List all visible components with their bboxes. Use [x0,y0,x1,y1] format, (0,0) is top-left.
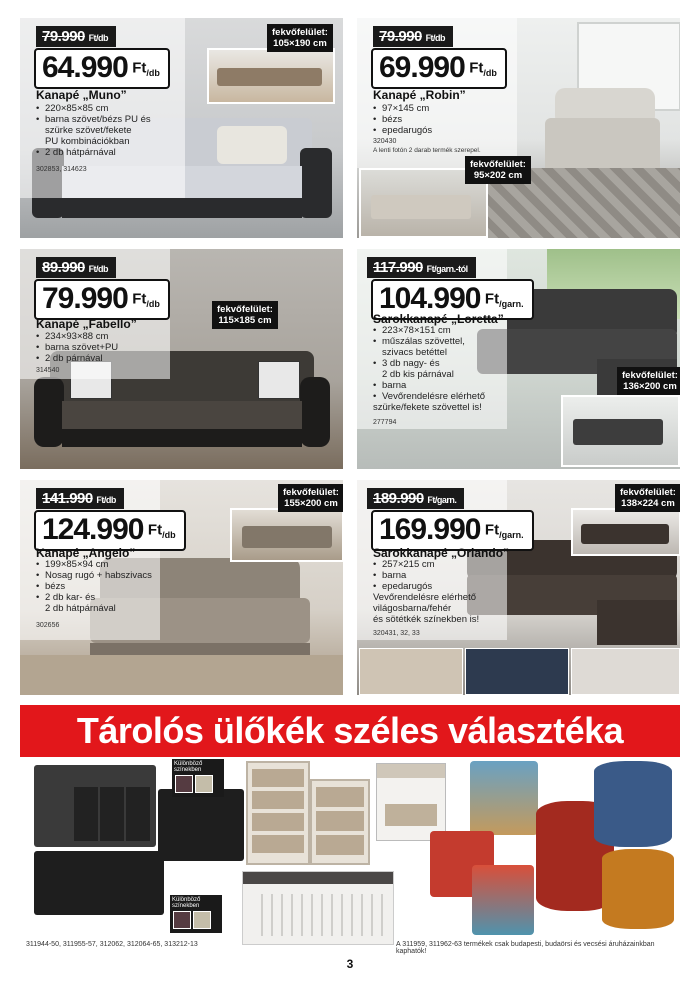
bed-size-tag: fekvőfelület: 95×202 cm [465,156,531,184]
storage-box-drawers [34,765,156,847]
feature-list: • 234×93×88 cm • barna szövet+PU • 2 db párnával [36,331,118,364]
product-codes: 302853, 314623 [36,166,87,173]
product-panel-robin [357,18,680,238]
white-storage-stool [376,763,446,841]
color-swatch [195,775,213,793]
vintage-tin-w6hqf [602,849,674,929]
bottom-product-codes: 311944-50, 311955-57, 312062, 312064-65, 313212-13 [26,941,198,948]
storage-stool-banner: Tárolós ülőkék széles választéka [20,705,680,757]
inset-bed-image [561,395,680,467]
old-price: 189.990 Ft/garn. [367,488,464,509]
photo-note: A lenti fotón 2 darab termék szerepel. [373,147,481,154]
product-title: Kanapé „Fabello” [36,317,137,331]
feature-list: • 223×78×151 cm • műszálas szövettel, szivacs betéttel • 3 db nagy- és 2 db kis párnával • barna • Vevőrendelésre elérhető szürke/fekete szövettel is! [373,325,485,413]
inset-bed-image [207,48,335,104]
color-variant-images [357,648,680,695]
page-number: 3 [346,957,354,971]
white-storage-bench [242,871,394,945]
product-panel-fabello [20,249,343,469]
product-panel-angelo [20,480,343,695]
product-codes: 277794 [373,419,397,426]
bed-size-tag: fekvőfelület: 138×224 cm [615,484,680,512]
bed-size-tag: fekvőfelület: 136×200 cm [617,367,680,395]
color-swatch [193,911,211,929]
bottom-store-note: A 311959, 311962-63 termékek csak budapesti, budaörsi és vecsési áruházainkban kaphatók! [396,941,655,955]
price-box: 104.990 $Ft_{/garn.}$ [371,279,534,320]
old-price: 117.990 Ft/garn.-tól [367,257,476,278]
price-box: 64.990 $Ft_{/db}$ [34,48,170,89]
floor-rug [20,655,343,695]
product-title: Kanapé „Robin” [373,88,466,102]
product-title: Sarokkanapé „Orlando” [373,546,510,560]
bed-size-tag: fekvőfelület: 155×200 cm [278,484,343,512]
product-codes: 320430 [373,138,397,145]
old-price: 79.990 Ft/db [373,26,453,47]
product-codes: 314540 [36,367,60,374]
vintage-tin-blue [594,761,672,847]
price-box: 69.990 $Ft_{/db}$ [371,48,507,89]
wicker-drawer-unit-tall [246,761,310,865]
old-price: 89.990 Ft/db [36,257,116,278]
feature-list: • 220×85×85 cm • barna szövet/bézs PU és szürke szövet/fekete PU kombinációkban • 2 db hátpárnával [36,103,151,158]
bed-size-tag: fekvőfelület: 105×190 cm [267,24,333,52]
storage-cube-black [158,789,244,861]
product-title: Sarokkanapé „Loretta” [373,312,504,326]
color-variants-box: Különböző színekben [172,759,224,797]
price-box: 79.990 $Ft_{/db}$ [34,279,170,320]
product-title: Kanapé „Angelo” [36,546,136,560]
storage-bench-black [34,851,164,915]
vintage-tin-47 [472,865,534,935]
inset-bed-image [571,508,680,556]
price-box: 169.990 $Ft_{/garn.}$ [371,510,534,551]
bed-size-tag: fekvőfelület: 115×185 cm [212,301,278,329]
old-price: 141.990 Ft/db [36,488,124,509]
product-panel-muno [20,18,343,238]
product-codes: 320431, 32, 33 [373,630,420,637]
price-box: 124.990 $Ft_{/db}$ [34,510,186,551]
old-price: 79.990 Ft/db [36,26,116,47]
wicker-drawer-unit-short [310,779,370,865]
product-panel-loretta [357,249,680,469]
feature-list: • 257×215 cm • barna • epedarugós Vevőrendelésre elérhető világosbarna/fehér és sötétkék színekben is! [373,559,479,625]
color-swatch [175,775,193,793]
product-panel-orlando [357,480,680,695]
color-variants-box: Különböző színekben [170,895,222,933]
color-swatch [173,911,191,929]
storage-products-area [20,757,680,954]
feature-list: • 199×85×94 cm • Nosag rugó + habszivacs • bézs • 2 db kar- és 2 db hátpárnával [36,559,152,614]
product-codes: 302656 [36,622,60,629]
feature-list: • 97×145 cm • bézs • epedarugós [373,103,432,136]
vintage-tin-route [470,761,538,835]
product-title: Kanapé „Muno” [36,88,127,102]
inset-bed-image [230,508,343,562]
